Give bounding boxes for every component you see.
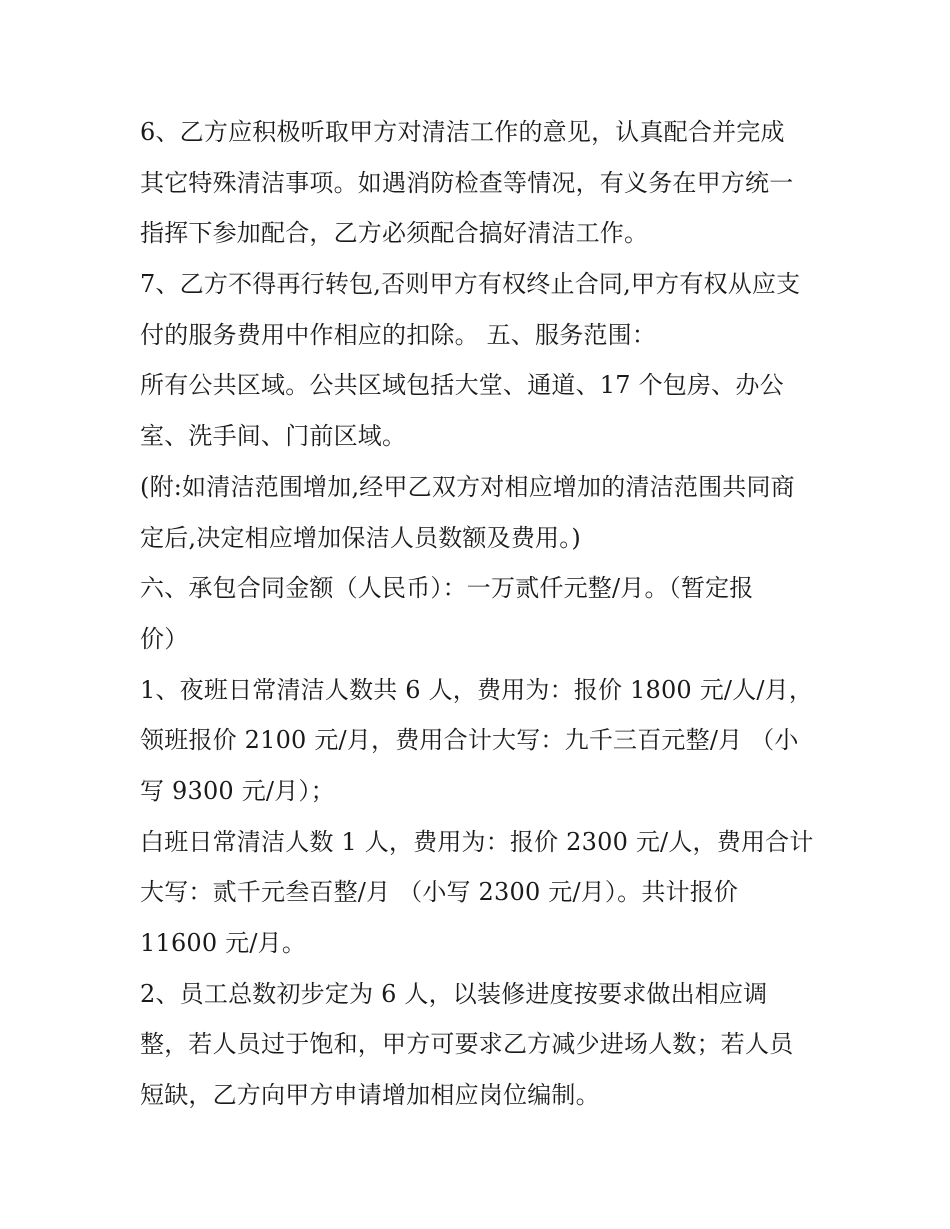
text-line: 大写：贰千元叁百整/月 （小写 2300 元/月）。共计报价 (140, 878, 739, 907)
text-line: 定后,决定相应增加保洁人员数额及费用。) (140, 523, 581, 552)
text-line: 1、夜班日常清洁人数共 6 人，费用为：报价 1800 元/人/月， (140, 675, 814, 704)
text-line: 领班报价 2100 元/月，费用合计大写：九千三百元整/月 （小 (140, 726, 799, 755)
text-line: 整，若人员过于饱和，甲方可要求乙方减少进场人数；若人员 (140, 1030, 794, 1059)
text-line: 2、员工总数初步定为 6 人，以装修进度按要求做出相应调 (140, 979, 768, 1008)
text-line: 6、乙方应积极听取甲方对清洁工作的意见，认真配合并完成 (140, 118, 785, 146)
text-line: 白班日常清洁人数 1 人，费用为：报价 2300 元/人，费用合计 (140, 827, 814, 856)
text-line: (附:如清洁范围增加,经甲乙双方对相应增加的清洁范围共同商 (140, 472, 795, 501)
text-line: 指挥下参加配合，乙方必须配合搞好清洁工作。 (140, 219, 649, 248)
text-line: 7、乙方不得再行转包,否则甲方有权终止合同,甲方有权从应支 (140, 270, 801, 299)
text-line: 写 9300 元/月）； (140, 776, 335, 805)
text-line: 价） (140, 624, 189, 653)
text-line: 六、承包合同金额（人民币）：一万贰仟元整/月。（暂定报 (140, 574, 754, 603)
document-body (140, 107, 820, 1121)
text-line: 短缺，乙方向甲方申请增加相应岗位编制。 (140, 1081, 600, 1110)
text-line: 室、洗手间、门前区域。 (140, 422, 407, 451)
text-line: 付的服务费用中作相应的扣除。 五、服务范围： (140, 320, 657, 349)
text-line: 其它特殊清洁事项。如遇消防检查等情况，有义务在甲方统一 (140, 168, 794, 197)
text-line: 所有公共区域。公共区域包括大堂、通道、17 个包房、办公 (140, 371, 784, 400)
text-line: 11600 元/月。 (140, 929, 307, 957)
